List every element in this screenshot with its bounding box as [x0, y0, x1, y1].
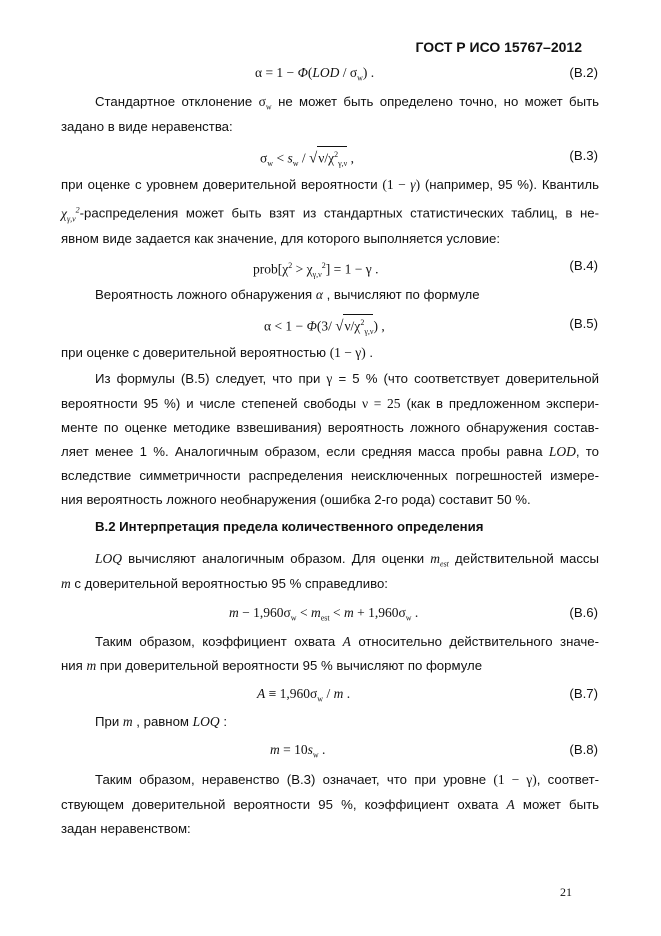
paragraph-line: Таким образом, коэффициент охвата A относительно действительного значе- — [95, 634, 599, 649]
document-header: ГОСТ Р ИСО 15767–2012 — [415, 39, 582, 55]
paragraph-line: вследствие симметричности распределения неисключенных погрешностей измере- — [61, 468, 599, 483]
paragraph-line: $\chi_{\gamma,\nu}^2$-распределения может быть взят из стандартных статистических таблиц, в не- — [61, 205, 599, 224]
paragraph-line: вероятности 95 %) и числе степеней свободы ν = 25 (как в предложенном экспери- — [61, 396, 599, 411]
paragraph-line: менте по оценке методике взвешивания) вероятность ложного обнаружения состав- — [61, 420, 599, 435]
formula-b3: $\sigma_w < s_w / √\nu/\chi^2_{\gamma,\nu}$ , — [260, 146, 354, 172]
paragraph-line: Стандартное отклонение $\sigma_w$ не может быть определено точно, но может быть — [95, 94, 599, 112]
formula-number-b3: (В.3) — [569, 148, 598, 163]
paragraph-line: явном виде задается как значение, для которого выполняется условие: — [61, 231, 501, 246]
formula-number-b6: (В.6) — [569, 605, 598, 620]
paragraph-line: Вероятность ложного обнаружения α , вычисляют по формуле — [95, 287, 480, 302]
paragraph-line: при оценке с доверительной вероятностью (1 − γ) . — [61, 345, 374, 360]
formula-b8: $m = 10s_w$ . — [270, 742, 326, 760]
paragraph-line: задан неравенством: — [61, 821, 191, 836]
section-heading: В.2 Интерпретация предела количественного определения — [95, 519, 484, 534]
paragraph-line: при оценке с уровнем доверительной вероятности (1 − γ) (например, 95 %). Квантиль — [61, 177, 599, 192]
paragraph-line: ствующем доверительной вероятности 95 %, коэффициент охвата A может быть — [61, 797, 599, 812]
formula-b4: $prob[\chi^2 > \chi_{\gamma,\nu}^2] = 1 - \gamma$ . — [253, 261, 379, 280]
paragraph-line: ния вероятность ложного необнаружения (ошибка 2-го рода) составит 50 %. — [61, 492, 531, 507]
paragraph-line: При m , равном LOQ : — [95, 714, 227, 729]
formula-number-b7: (В.7) — [569, 686, 598, 701]
formula-b6: $m - 1,960\sigma_w < m_{est} < m + 1,960\sigma_w$ . — [229, 605, 419, 623]
formula-number-b5: (В.5) — [569, 316, 598, 331]
paragraph-line: ния m при доверительной вероятности 95 % вычисляют по формуле — [61, 658, 483, 673]
paragraph-line: Из формулы (В.5) следует, что при γ = 5 % (что соответствует доверительной — [95, 371, 599, 386]
formula-b2: $\alpha = 1 - \Phi(LOD / \sigma_w)$ . — [255, 65, 375, 83]
paragraph-line: ляет менее 1 %. Аналогичным образом, если средняя масса пробы равна LOD, то — [61, 444, 599, 459]
page-number: 21 — [560, 885, 572, 899]
formula-number-b8: (В.8) — [569, 742, 598, 757]
paragraph-line: m с доверительной вероятностью 95 % справедливо: — [61, 576, 388, 591]
formula-number-b2: (В.2) — [569, 65, 598, 80]
paragraph-line: Таким образом, неравенство (В.3) означает, что при уровне (1 − γ), соответ- — [95, 772, 599, 787]
paragraph-line: LOQ вычисляют аналогичным образом. Для оценки $m_{est}$ действительной массы — [95, 551, 599, 569]
paragraph-line: задано в виде неравенства: — [61, 119, 233, 134]
formula-number-b4: (В.4) — [569, 258, 598, 273]
formula-b7: $A \equiv 1,960\sigma_w / m$ . — [257, 686, 351, 704]
formula-b5: α < 1 − Φ(3/ $√\nu/\chi^2_{\gamma,\nu}$) , — [264, 314, 385, 340]
